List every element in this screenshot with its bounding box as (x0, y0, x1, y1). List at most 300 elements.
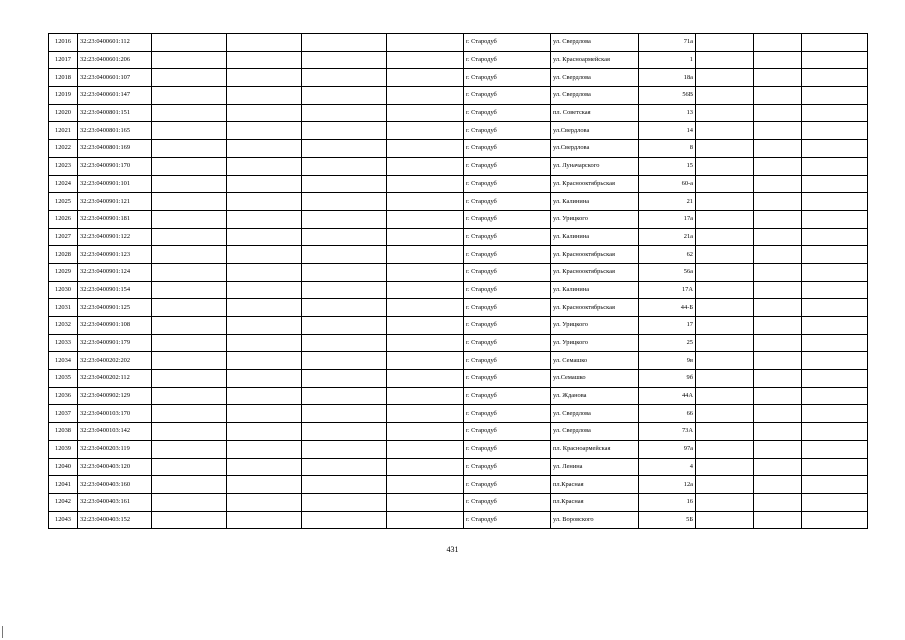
empty-cell (152, 263, 227, 281)
empty-cell (152, 193, 227, 211)
empty-cell (152, 299, 227, 317)
empty-cell (696, 193, 754, 211)
house-number-cell: 17 (639, 317, 696, 335)
empty-cell (754, 228, 802, 246)
empty-cell (802, 334, 868, 352)
empty-cell (387, 87, 464, 105)
empty-cell (802, 263, 868, 281)
empty-cell (387, 246, 464, 264)
table-row (49, 175, 868, 193)
empty-cell (387, 157, 464, 175)
empty-cell (152, 440, 227, 458)
empty-cell (754, 511, 802, 529)
empty-cell (802, 405, 868, 423)
empty-cell (302, 34, 387, 52)
cadastral-number-cell: 32:23:0400901:101 (78, 175, 152, 193)
cadastral-number-cell: 32:23:0400103:170 (78, 405, 152, 423)
empty-cell (754, 352, 802, 370)
empty-cell (227, 352, 302, 370)
city-cell: г. Стародуб (464, 317, 551, 335)
house-number-cell: 8 (639, 140, 696, 158)
empty-cell (754, 299, 802, 317)
empty-cell (802, 228, 868, 246)
empty-cell (802, 493, 868, 511)
empty-cell (754, 140, 802, 158)
empty-cell (152, 157, 227, 175)
table-row (49, 157, 868, 175)
street-cell: ул. Свердлова (551, 423, 639, 441)
house-number-cell: 5Б (639, 511, 696, 529)
house-number-cell: 13 (639, 104, 696, 122)
table-row (49, 87, 868, 105)
empty-cell (302, 476, 387, 494)
row-number-cell: 12029 (49, 263, 78, 281)
row-number-cell: 12035 (49, 370, 78, 388)
row-number-cell: 12043 (49, 511, 78, 529)
empty-cell (387, 140, 464, 158)
empty-cell (387, 34, 464, 52)
city-cell: г. Стародуб (464, 423, 551, 441)
table-row (49, 352, 868, 370)
empty-cell (302, 122, 387, 140)
empty-cell (302, 281, 387, 299)
house-number-cell: 17а (639, 210, 696, 228)
empty-cell (227, 387, 302, 405)
city-cell: г. Стародуб (464, 87, 551, 105)
empty-cell (802, 34, 868, 52)
empty-cell (802, 140, 868, 158)
empty-cell (302, 387, 387, 405)
empty-cell (754, 157, 802, 175)
house-number-cell: 21 (639, 193, 696, 211)
street-cell: ул. Свердлова (551, 34, 639, 52)
empty-cell (302, 210, 387, 228)
empty-cell (152, 405, 227, 423)
empty-cell (387, 476, 464, 494)
empty-cell (152, 387, 227, 405)
city-cell: г. Стародуб (464, 458, 551, 476)
empty-cell (302, 51, 387, 69)
empty-cell (152, 228, 227, 246)
house-number-cell: 44-Б (639, 299, 696, 317)
empty-cell (152, 511, 227, 529)
house-number-cell: 62 (639, 246, 696, 264)
empty-cell (754, 246, 802, 264)
empty-cell (227, 263, 302, 281)
empty-cell (696, 352, 754, 370)
empty-cell (302, 423, 387, 441)
empty-cell (754, 87, 802, 105)
empty-cell (754, 210, 802, 228)
house-number-cell: 14 (639, 122, 696, 140)
cadastral-number-cell: 32:23:0400403:120 (78, 458, 152, 476)
empty-cell (152, 246, 227, 264)
empty-cell (152, 140, 227, 158)
house-number-cell: 25 (639, 334, 696, 352)
empty-cell (302, 87, 387, 105)
empty-cell (227, 511, 302, 529)
row-number-cell: 12032 (49, 317, 78, 335)
city-cell: г. Стародуб (464, 493, 551, 511)
empty-cell (696, 458, 754, 476)
city-cell: г. Стародуб (464, 405, 551, 423)
empty-cell (227, 122, 302, 140)
city-cell: г. Стародуб (464, 334, 551, 352)
empty-cell (696, 334, 754, 352)
empty-cell (387, 263, 464, 281)
empty-cell (802, 440, 868, 458)
street-cell: ул. Свердлова (551, 87, 639, 105)
house-number-cell: 56В (639, 87, 696, 105)
empty-cell (387, 405, 464, 423)
cadastral-number-cell: 32:23:0400901:123 (78, 246, 152, 264)
empty-cell (387, 493, 464, 511)
city-cell: г. Стародуб (464, 122, 551, 140)
empty-cell (802, 210, 868, 228)
empty-cell (152, 175, 227, 193)
empty-cell (754, 69, 802, 87)
empty-cell (227, 69, 302, 87)
empty-cell (387, 193, 464, 211)
empty-cell (754, 263, 802, 281)
cadastral-number-cell: 32:23:0400601:206 (78, 51, 152, 69)
empty-cell (387, 511, 464, 529)
empty-cell (387, 51, 464, 69)
empty-cell (302, 193, 387, 211)
empty-cell (302, 317, 387, 335)
street-cell: пл.Красная (551, 493, 639, 511)
empty-cell (152, 69, 227, 87)
empty-cell (696, 157, 754, 175)
empty-cell (754, 104, 802, 122)
empty-cell (302, 405, 387, 423)
empty-cell (802, 104, 868, 122)
empty-cell (302, 511, 387, 529)
street-cell: ул. Луначарского (551, 157, 639, 175)
cadastral-number-cell: 32:23:0400601:147 (78, 87, 152, 105)
empty-cell (754, 440, 802, 458)
row-number-cell: 12028 (49, 246, 78, 264)
city-cell: г. Стародуб (464, 175, 551, 193)
city-cell: г. Стародуб (464, 370, 551, 388)
cadastral-number-cell: 32:23:0400801:169 (78, 140, 152, 158)
empty-cell (152, 122, 227, 140)
empty-cell (754, 122, 802, 140)
empty-cell (696, 281, 754, 299)
row-number-cell: 12039 (49, 440, 78, 458)
empty-cell (152, 423, 227, 441)
table-row (49, 511, 868, 529)
city-cell: г. Стародуб (464, 34, 551, 52)
row-number-cell: 12034 (49, 352, 78, 370)
house-number-cell: 15 (639, 157, 696, 175)
row-number-cell: 12021 (49, 122, 78, 140)
house-number-cell: 71а (639, 34, 696, 52)
cadastral-number-cell: 32:23:0400103:142 (78, 423, 152, 441)
empty-cell (387, 387, 464, 405)
empty-cell (387, 175, 464, 193)
table-row (49, 334, 868, 352)
table-row (49, 246, 868, 264)
cadastral-number-cell: 32:23:0400901:154 (78, 281, 152, 299)
empty-cell (696, 210, 754, 228)
empty-cell (227, 34, 302, 52)
empty-cell (227, 299, 302, 317)
empty-cell (802, 317, 868, 335)
empty-cell (696, 263, 754, 281)
empty-cell (754, 405, 802, 423)
table-row (49, 104, 868, 122)
empty-cell (754, 175, 802, 193)
row-number-cell: 12030 (49, 281, 78, 299)
table-row (49, 281, 868, 299)
empty-cell (754, 51, 802, 69)
city-cell: г. Стародуб (464, 51, 551, 69)
cadastral-number-cell: 32:23:0400601:112 (78, 34, 152, 52)
empty-cell (302, 493, 387, 511)
house-number-cell: 97а (639, 440, 696, 458)
empty-cell (387, 69, 464, 87)
empty-cell (387, 122, 464, 140)
empty-cell (227, 157, 302, 175)
cadastral-number-cell: 32:23:0400901:108 (78, 317, 152, 335)
empty-cell (802, 87, 868, 105)
table-row (49, 493, 868, 511)
empty-cell (387, 299, 464, 317)
city-cell: г. Стародуб (464, 511, 551, 529)
street-cell: ул. Красноармейская (551, 51, 639, 69)
empty-cell (302, 458, 387, 476)
house-number-cell: 44А (639, 387, 696, 405)
row-number-cell: 12022 (49, 140, 78, 158)
empty-cell (302, 157, 387, 175)
empty-cell (227, 281, 302, 299)
row-number-cell: 12016 (49, 34, 78, 52)
empty-cell (302, 370, 387, 388)
city-cell: г. Стародуб (464, 210, 551, 228)
street-cell: ул.Свердлова (551, 140, 639, 158)
table-row (49, 317, 868, 335)
empty-cell (302, 352, 387, 370)
house-number-cell: 21а (639, 228, 696, 246)
empty-cell (227, 246, 302, 264)
empty-cell (696, 51, 754, 69)
empty-cell (696, 87, 754, 105)
city-cell: г. Стародуб (464, 299, 551, 317)
empty-cell (696, 493, 754, 511)
table-row (49, 263, 868, 281)
cadastral-number-cell: 32:23:0400901:121 (78, 193, 152, 211)
empty-cell (227, 423, 302, 441)
city-cell: г. Стародуб (464, 476, 551, 494)
house-number-cell: 18а (639, 69, 696, 87)
street-cell: ул. Свердлова (551, 405, 639, 423)
street-cell: ул. Урицкого (551, 334, 639, 352)
empty-cell (696, 34, 754, 52)
street-cell: ул. Урицкого (551, 210, 639, 228)
street-cell: ул. Краснооктябрьская (551, 246, 639, 264)
empty-cell (152, 87, 227, 105)
empty-cell (152, 51, 227, 69)
house-number-cell: 66 (639, 405, 696, 423)
row-number-cell: 12025 (49, 193, 78, 211)
city-cell: г. Стародуб (464, 440, 551, 458)
empty-cell (387, 458, 464, 476)
cadastral-number-cell: 32:23:0400403:161 (78, 493, 152, 511)
empty-cell (387, 370, 464, 388)
property-table (48, 33, 868, 529)
table-row (49, 122, 868, 140)
empty-cell (802, 69, 868, 87)
cadastral-number-cell: 32:23:0400901:125 (78, 299, 152, 317)
street-cell: ул. Свердлова (551, 69, 639, 87)
street-cell: ул. Калинина (551, 281, 639, 299)
table-row (49, 476, 868, 494)
cadastral-number-cell: 32:23:0400801:151 (78, 104, 152, 122)
house-number-cell: 12а (639, 476, 696, 494)
cadastral-number-cell: 32:23:0400901:181 (78, 210, 152, 228)
empty-cell (696, 122, 754, 140)
city-cell: г. Стародуб (464, 281, 551, 299)
street-cell: ул. Воровского (551, 511, 639, 529)
city-cell: г. Стародуб (464, 157, 551, 175)
empty-cell (387, 228, 464, 246)
empty-cell (802, 387, 868, 405)
table-row (49, 440, 868, 458)
empty-cell (152, 458, 227, 476)
empty-cell (227, 476, 302, 494)
empty-cell (802, 370, 868, 388)
empty-cell (302, 263, 387, 281)
house-number-cell: 60-а (639, 175, 696, 193)
row-number-cell: 12038 (49, 423, 78, 441)
empty-cell (227, 104, 302, 122)
empty-cell (387, 104, 464, 122)
empty-cell (152, 281, 227, 299)
empty-cell (302, 440, 387, 458)
street-cell: пл.Красная (551, 476, 639, 494)
empty-cell (802, 157, 868, 175)
empty-cell (227, 175, 302, 193)
house-number-cell: 4 (639, 458, 696, 476)
table-row (49, 193, 868, 211)
street-cell: ул.Семашко (551, 370, 639, 388)
empty-cell (696, 511, 754, 529)
empty-cell (387, 334, 464, 352)
street-cell: ул. Семашко (551, 352, 639, 370)
empty-cell (152, 370, 227, 388)
cadastral-number-cell: 32:23:0400403:160 (78, 476, 152, 494)
table-row (49, 140, 868, 158)
empty-cell (227, 317, 302, 335)
city-cell: г. Стародуб (464, 69, 551, 87)
empty-cell (387, 352, 464, 370)
row-number-cell: 12026 (49, 210, 78, 228)
street-cell: ул.Свердлова (551, 122, 639, 140)
empty-cell (754, 281, 802, 299)
empty-cell (696, 440, 754, 458)
house-number-cell: 9в (639, 352, 696, 370)
cadastral-number-cell: 32:23:0400601:107 (78, 69, 152, 87)
table-row (49, 228, 868, 246)
house-number-cell: 17А (639, 281, 696, 299)
empty-cell (152, 334, 227, 352)
empty-cell (152, 352, 227, 370)
empty-cell (754, 458, 802, 476)
empty-cell (754, 493, 802, 511)
empty-cell (152, 104, 227, 122)
empty-cell (227, 193, 302, 211)
empty-cell (754, 334, 802, 352)
cadastral-number-cell: 32:23:0400901:179 (78, 334, 152, 352)
empty-cell (696, 228, 754, 246)
empty-cell (754, 317, 802, 335)
row-number-cell: 12018 (49, 69, 78, 87)
street-cell: ул. Краснооктябрьская (551, 299, 639, 317)
table-row (49, 458, 868, 476)
empty-cell (696, 140, 754, 158)
row-number-cell: 12041 (49, 476, 78, 494)
house-number-cell: 9б (639, 370, 696, 388)
row-number-cell: 12037 (49, 405, 78, 423)
cadastral-number-cell: 32:23:0400901:170 (78, 157, 152, 175)
scan-edge-mark (2, 626, 3, 638)
cadastral-number-cell: 32:23:0400902:129 (78, 387, 152, 405)
city-cell: г. Стародуб (464, 104, 551, 122)
empty-cell (802, 122, 868, 140)
empty-cell (754, 370, 802, 388)
empty-cell (754, 423, 802, 441)
table-row (49, 34, 868, 52)
empty-cell (802, 246, 868, 264)
house-number-cell: 56а (639, 263, 696, 281)
empty-cell (227, 458, 302, 476)
empty-cell (227, 87, 302, 105)
table-row (49, 299, 868, 317)
city-cell: г. Стародуб (464, 387, 551, 405)
empty-cell (802, 511, 868, 529)
empty-cell (227, 210, 302, 228)
empty-cell (387, 440, 464, 458)
table-body (49, 34, 868, 529)
city-cell: г. Стародуб (464, 263, 551, 281)
row-number-cell: 12020 (49, 104, 78, 122)
table-row (49, 370, 868, 388)
city-cell: г. Стародуб (464, 246, 551, 264)
empty-cell (754, 34, 802, 52)
street-cell: пл. Красноармейская (551, 440, 639, 458)
empty-cell (387, 281, 464, 299)
empty-cell (802, 281, 868, 299)
cadastral-number-cell: 32:23:0400202:112 (78, 370, 152, 388)
empty-cell (754, 476, 802, 494)
row-number-cell: 12027 (49, 228, 78, 246)
empty-cell (754, 193, 802, 211)
empty-cell (227, 440, 302, 458)
empty-cell (802, 51, 868, 69)
row-number-cell: 12036 (49, 387, 78, 405)
empty-cell (802, 458, 868, 476)
empty-cell (696, 246, 754, 264)
empty-cell (227, 370, 302, 388)
empty-cell (387, 423, 464, 441)
street-cell: ул. Калинина (551, 193, 639, 211)
street-cell: ул. Калинина (551, 228, 639, 246)
empty-cell (227, 334, 302, 352)
empty-cell (302, 175, 387, 193)
city-cell: г. Стародуб (464, 193, 551, 211)
empty-cell (302, 140, 387, 158)
